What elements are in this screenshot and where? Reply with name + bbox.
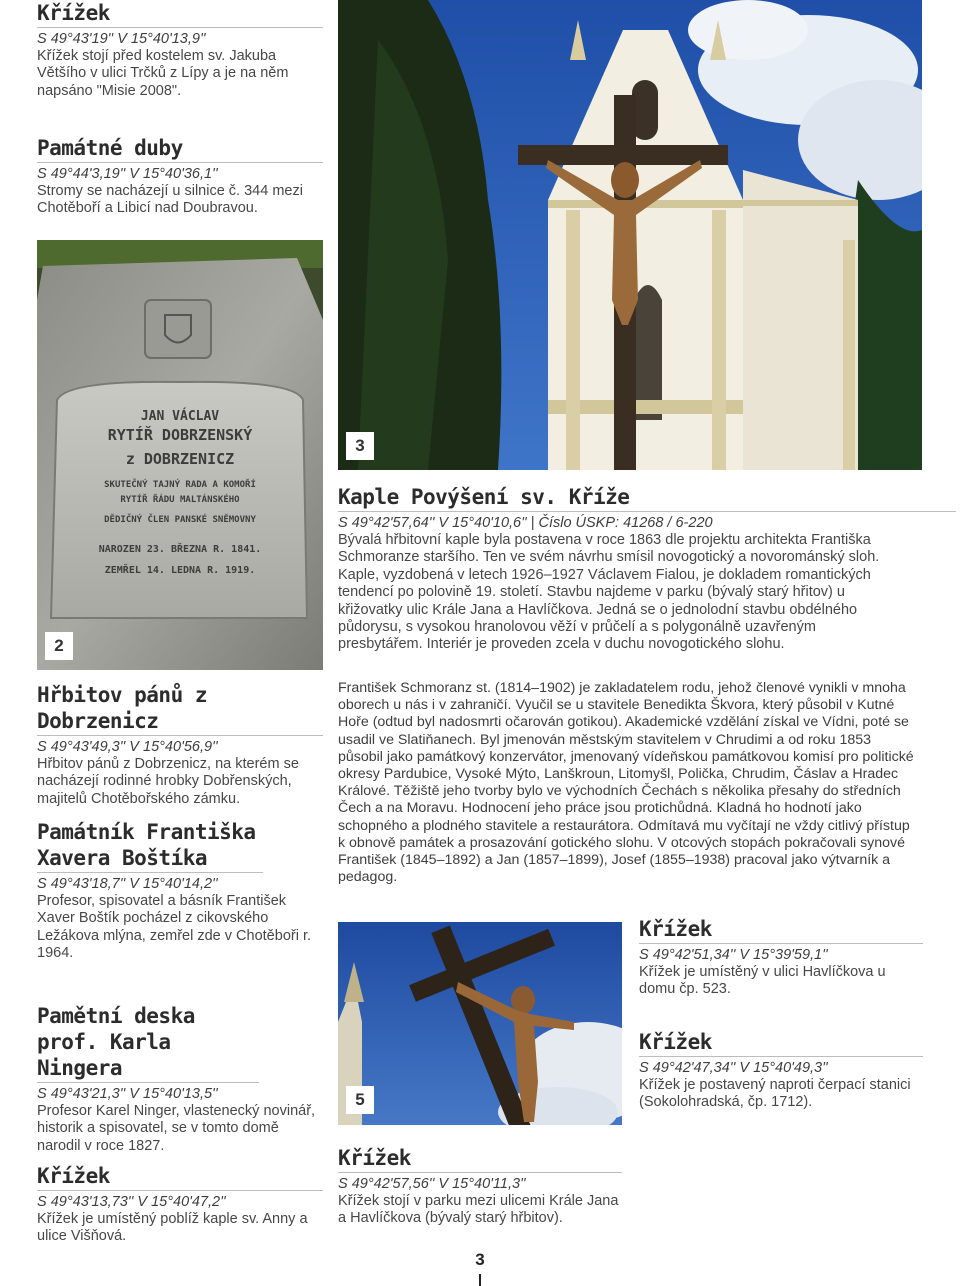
entry-krizek-park [338,1145,622,1228]
entry-desc: Křížek stojí v parku mezi ulicemi Krále Jana a Havlíčkova (bývalý starý hřbitov). [338,1193,619,1227]
page-number-tick [479,1274,481,1286]
entry-coords: S 49°43'19'' V 15°40'13,9'' [37,31,206,47]
schmoranz-paragraph: František Schmoranz st. (1814–1902) je zakladatelem rodu, jehož členové vynikli v mnoha oborech u nás i v zahraničí. Vyučil se u stavitele Benedikta Škvora, který působil v Kutné Hoře (odtud byl nadosmrti očarován gotikou). Akademické vzdělání získal ve Vídni, poté se usadil ve Slatiňanech. Byl jmenován městským stavitelem v Chrudimi a od roku 1853 působil jako památkový konzervátor, jmenovaný vídeňskou památkovou komisí pro politické okresy Pardubice, Vysoké Mýto, Lanškroun, Litomyšl, Polička, Chrudim, Čáslav a Hradec Králové. Těžiště jeho tvorby bylo ve východních Čechách s několika přesahy do středních Čech a na Moravu. Hodnocení jeho práce jsou protichůdná. Kladná ho hodnotí jako schopného a plodného stavitele a restaurátora. Odmítavá mu vyčítají ne vždy citlivý přístup k obnově památek a prosazování gotického slohu. V otcových stopách pokračovali synové František (1845–1892) a Jan (1857–1899), Josef (1855–1938) pracoval jako výtvarník a pedagog. [338,680,914,886]
entry-coords: S 49°43'49,3'' V 15°40'56,9'' [37,739,218,755]
entry-coords: S 49°42'57,64'' V 15°40'10,6'' | Číslo ÚSKP: 41268 / 6-220 [338,515,713,531]
entry-krizek-sokolohradska [639,1029,923,1112]
entry-coords: S 49°42'47,34'' V 15°40'49,3'' [639,1060,828,1076]
entry-krizek-havlickova [639,916,923,999]
entry-coords: S 49°43'18,7'' V 15°40'14,2'' [37,876,218,892]
photo-number-badge: 5 [346,1086,374,1114]
grave-line-6: DĚDIČNÝ ČLEN PANSKÉ SNĚMOVNY [104,515,256,525]
entry-desc: Křížek je umístěný v ulici Havlíčkova u domu čp. 523. [639,964,886,998]
grave-line-4: SKUTEČNÝ TAJNÝ RADA A KOMOŘÍ [104,480,256,490]
entry-desc: Stromy se nacházejí u silnice č. 344 mezi Chotěboří a Libicí nad Doubravou. [37,183,303,217]
cross-photo [338,922,622,1125]
entry-title: Pamětní deska prof. Karla Ningera [37,1003,259,1083]
chapel-photo [338,0,922,470]
entry-title: Památník Františka Xavera Boštíka [37,819,263,873]
entry-title: Kaple Povýšení sv. Kříže [338,484,956,512]
entry-desc: Křížek je umístěný poblíž kaple sv. Anny a ulice Višňová. [37,1211,308,1245]
entry-desc: Profesor, spisovatel a básník František Xaver Boštík pocházel z cikovského Ležákova mlýna, zemřel zde v Chotěboři r. 1964. [37,893,312,962]
photo-number-badge: 2 [45,632,73,660]
grave-line-3: z DOBRZENICZ [125,450,235,468]
entry-desc: Hřbitov pánů z Dobrzenicz, na kterém se nacházejí rodinné hrobky Dobřenských, majitelů Chotěbořského zámku. [37,756,299,807]
entry-krizek-1 [37,0,323,100]
entry-title: Křížek [639,1029,923,1057]
entry-krizek-anna [37,1163,323,1246]
entry-title: Hřbitov pánů z Dobrzenicz [37,682,323,736]
entry-hrbitov [37,682,323,808]
entry-kaple [338,484,956,654]
grave-line-1: JAN VÁCLAV [140,409,220,424]
grave-photo [37,240,323,670]
entry-coords: S 49°42'57,56'' V 15°40'11,3'' [338,1176,526,1192]
entry-pamatne-duby [37,135,323,218]
entry-pamatnik-bostika [37,819,323,963]
entry-desc: Bývalá hřbitovní kaple byla postavena v roce 1863 dle projektu architekta Františka Schmoranze staršího. Ten ve svém návrhu smísil novogotický a novorománský sloh. Kaple, vyzdobená v letech 1926–1927 Václavem Fialou, je dokladem romantických tendencí po polovině 19. století. Stavbu najdeme v parku (bývalý starý hřitov) u křižovatky ulic Krále Jana a Havlíčkova. Jedná se o jednolodní stavbu obdélného půdorysu, s vysokou hranolovou věží v průčelí a s polygonálně uzavřeným presbytářem. Interiér je proveden zcela v duchu novogotického slohu. [338,532,880,653]
entry-title: Křížek [37,0,323,28]
entry-desc: Profesor Karel Ninger, vlastenecký novinář, historik a spisovatel, se v tomto domě narodil v roce 1827. [37,1103,316,1154]
entry-title: Památné duby [37,135,323,163]
entry-title: Křížek [639,916,923,944]
entry-coords: S 49°43'21,3'' V 15°40'13,5'' [37,1086,218,1102]
photo-number-badge: 3 [346,432,374,460]
cross-image [338,922,622,1125]
entry-coords: S 49°44'3,19'' V 15°40'36,1'' [37,166,218,182]
entry-coords: S 49°43'13,73'' V 15°40'47,2'' [37,1194,226,1210]
entry-desc: Křížek je postavený naproti čerpací stanici (Sokolohradská, čp. 1712). [639,1077,911,1111]
grave-stone-image [37,240,323,670]
entry-coords: S 49°42'51,34'' V 15°39'59,1'' [639,947,828,963]
entry-deska-ningera [37,1003,323,1155]
grave-line-7: NAROZEN 23. BŘEZNA R. 1841. [98,544,262,555]
entry-title: Křížek [338,1145,622,1173]
grave-line-5: RYTÍŘ ŘÁDU MALTÁNSKÉHO [120,495,240,505]
entry-title: Křížek [37,1163,323,1191]
grave-line-8: ZEMŘEL 14. LEDNA R. 1919. [104,565,256,576]
grave-line-2: RYTÍŘ DOBRZENSKÝ [107,426,253,444]
page-number: 3 [475,1250,485,1269]
chapel-image [338,0,922,470]
entry-desc: Křížek stojí před kostelem sv. Jakuba Většího v ulici Trčků z Lípy a je na něm napsáno "Misie 2008". [37,48,289,99]
